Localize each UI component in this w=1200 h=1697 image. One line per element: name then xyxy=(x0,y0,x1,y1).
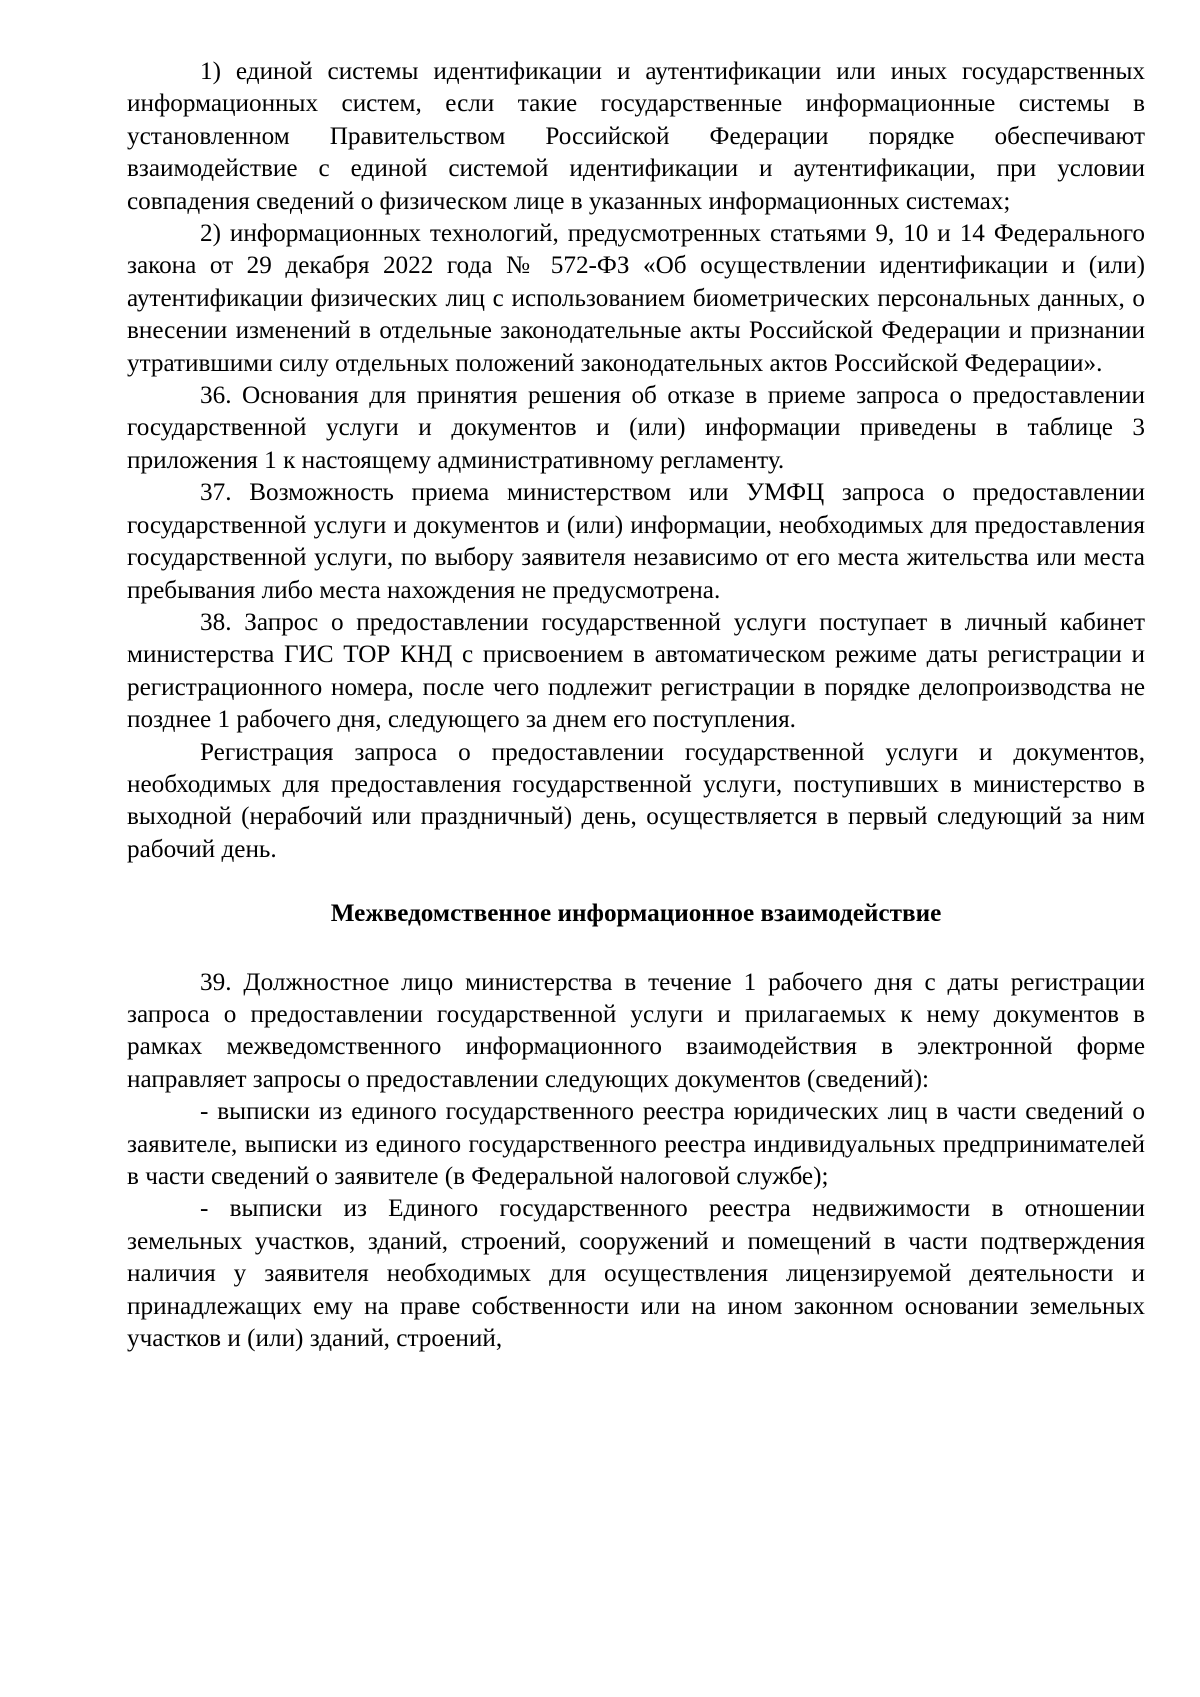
document-page xyxy=(127,56,1145,1355)
list-item-egrn-extract: - выписки из Единого государственного реестра недвижимости в отношении земельных участков, зданий, строений, сооружений и помещений в части подтверждения наличия у заявителя необходимых для осуществления лицензируемой деятельности и принадлежащих ему на праве собственности или на ином законном основании земельных участков и (или) зданий, строений, xyxy=(127,1195,1145,1353)
paragraph-item-2: 2) информационных технологий, предусмотренных статьями 9, 10 и 14 Федерального закона от 29 декабря 2022 года № 572-ФЗ «Об осуществлении идентификации и (или) аутентификации физических лиц с использованием биометрических персональных данных, о внесении изменений в отдельные законодательные акты Российской Федерации и признании утратившими силу отдельных положений законодательных актов Российской Федерации». xyxy=(127,220,1145,377)
paragraph-registration: Регистрация запроса о предоставлении государственной услуги и документов, необходимых для предоставления государственной услуги, поступивших в министерство в выходной (нерабочий или праздничный) день, осуществляется в первый следующий за ним рабочий день. xyxy=(127,738,1145,863)
paragraph-36: 36. Основания для принятия решения об отказе в приеме запроса о предоставлении государственной услуги и документов и (или) информации приведены в таблице 3 приложения 1 к настоящему административному регламенту. xyxy=(127,382,1145,474)
paragraph-38: 38. Запрос о предоставлении государственной услуги поступает в личный кабинет министерства ГИС ТОР КНД с присвоением в автоматическом режиме даты регистрации и регистрационного номера, после чего подлежит регистрации в порядке делопроизводства не позднее 1 рабочего дня, следующего за днем его поступления. xyxy=(127,608,1145,734)
paragraph-item-1: 1) единой системы идентификации и аутентификации или иных государственных информационных систем, если такие государственные информационные системы в установленном Правительством Российской Федерации порядке обеспечивают взаимодействие с единой системой идентификации и аутентификации, при условии совпадения сведений о физическом лице в указанных информационных системах; xyxy=(127,58,1145,215)
paragraph-39: 39. Должностное лицо министерства в течение 1 рабочего дня с даты регистрации запроса о предоставлении государственной услуги и прилагаемых к нему документов в рамках межведомственного информационного взаимодействия в электронной форме направляет запросы о предоставлении следующих документов (сведений): xyxy=(127,968,1145,1093)
section-heading: Межведомственное информационное взаимодействие xyxy=(330,900,942,928)
list-item-egrul-extract: - выписки из единого государственного реестра юридических лиц в части сведений о заявителе, выписки из единого государственного реестра индивидуальных предпринимателей в части сведений о заявителе (в Федеральной налоговой службе); xyxy=(127,1098,1145,1190)
paragraph-37: 37. Возможность приема министерством или УМФЦ запроса о предоставлении государственной услуги и документов и (или) информации, необходимых для предоставления государственной услуги, по выбору заявителя независимо от его места жительства или места пребывания либо места нахождения не предусмотрена. xyxy=(127,479,1145,604)
